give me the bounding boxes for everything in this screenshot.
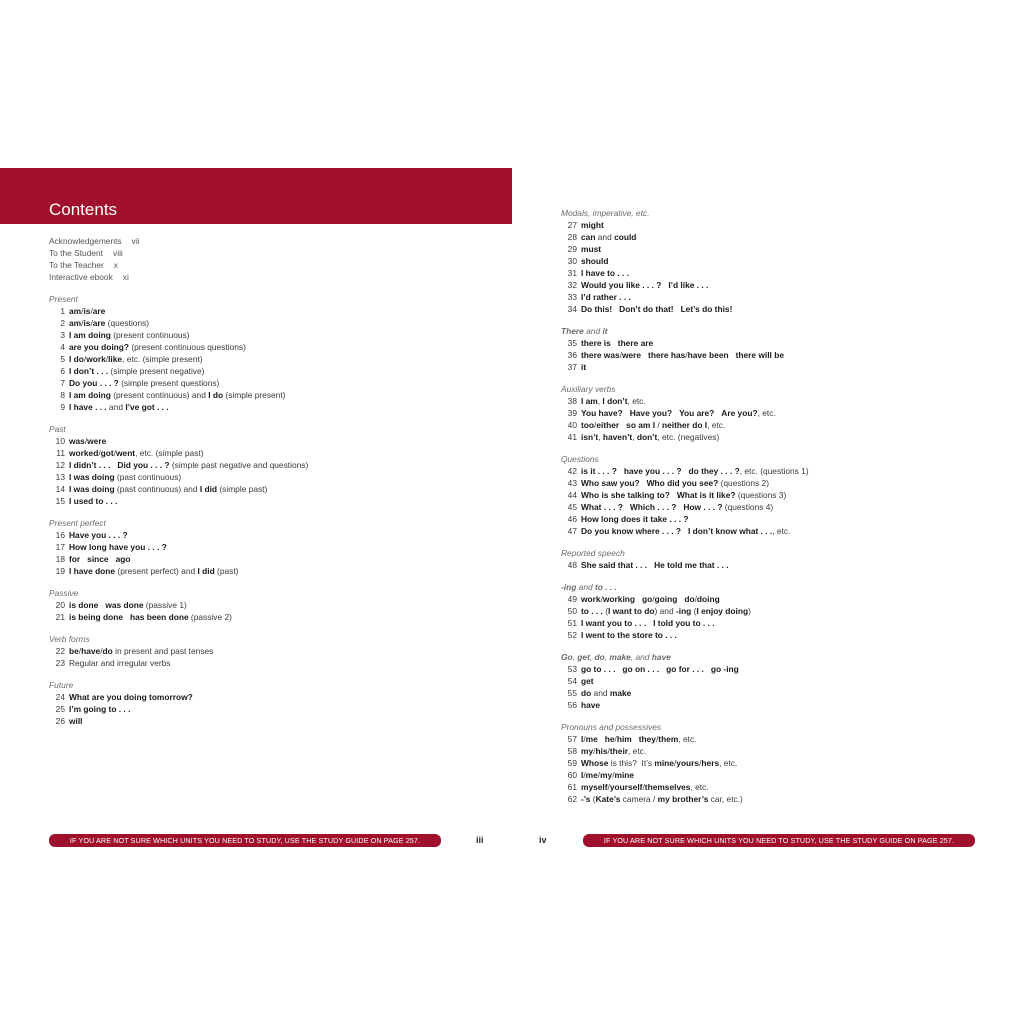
unit-title: my/his/their, etc. [581, 746, 647, 756]
unit-number: 33 [567, 292, 577, 302]
unit-row [49, 389, 469, 401]
section-title: Pronouns and possessives [561, 722, 662, 732]
unit-row [49, 483, 469, 495]
front-matter-item [49, 271, 469, 283]
unit-number: 28 [567, 232, 577, 242]
unit-number: 26 [55, 716, 65, 726]
unit-title: I have to . . . [581, 268, 629, 278]
unit-row [561, 745, 981, 757]
unit-number: 59 [567, 758, 577, 768]
unit-title: Who is she talking to? What is it like? (questions 3) [581, 490, 787, 500]
unit-row [561, 395, 981, 407]
unit-number: 45 [567, 502, 577, 512]
unit-title: I was doing (past continuous) [69, 472, 182, 482]
unit-number: 55 [567, 688, 577, 698]
unit-number: 2 [60, 318, 65, 328]
unit-row [561, 605, 981, 617]
section-title: Modals, imperative, etc. [561, 208, 650, 218]
unit-row [561, 477, 981, 489]
unit-row [561, 431, 981, 443]
unit-title: Would you like . . . ? I’d like . . . [581, 280, 709, 290]
unit-number: 49 [567, 594, 577, 604]
unit-title: I didn’t . . . Did you . . . ? (simple past negative and questions) [69, 460, 309, 470]
unit-title: I am, I don’t, etc. [581, 396, 646, 406]
unit-row [49, 471, 469, 483]
unit-title: She said that . . . He told me that . . . [581, 560, 729, 570]
unit-number: 57 [567, 734, 577, 744]
front-matter-label: Acknowledgements [49, 236, 122, 246]
unit-row [49, 317, 469, 329]
section-title: Passive [49, 588, 79, 598]
unit-row [561, 291, 981, 303]
front-matter-page: vii [131, 236, 140, 246]
unit-title: I am doing (present continuous) and I do (simple present) [69, 390, 286, 400]
unit-title: I used to . . . [69, 496, 118, 506]
unit-number: 22 [55, 646, 65, 656]
unit-row [49, 495, 469, 507]
unit-row [49, 691, 469, 703]
section-title: There and it [561, 326, 608, 336]
unit-row [49, 565, 469, 577]
unit-row [49, 459, 469, 471]
unit-title: be/have/do in present and past tenses [69, 646, 214, 656]
unit-title: is it . . . ? have you . . . ? do they . . . ?, etc. (questions 1) [581, 466, 809, 476]
unit-number: 47 [567, 526, 577, 536]
unit-title: I have done (present perfect) and I did (past) [69, 566, 239, 576]
unit-number: 53 [567, 664, 577, 674]
unit-row [561, 593, 981, 605]
unit-number: 35 [567, 338, 577, 348]
unit-row [49, 447, 469, 459]
unit-number: 12 [55, 460, 65, 470]
section-title: -ing and to . . . [561, 582, 617, 592]
unit-title: there is there are [581, 338, 654, 348]
unit-number: 37 [567, 362, 577, 372]
unit-row [561, 465, 981, 477]
unit-number: 48 [567, 560, 577, 570]
unit-row [561, 243, 981, 255]
unit-title: isn’t, haven’t, don’t, etc. (negatives) [581, 432, 720, 442]
unit-row [561, 733, 981, 745]
unit-title: I/me he/him they/them, etc. [581, 734, 697, 744]
unit-title: Do you . . . ? (simple present questions) [69, 378, 220, 388]
unit-number: 3 [60, 330, 65, 340]
unit-row [49, 553, 469, 565]
unit-number: 9 [60, 402, 65, 412]
unit-number: 5 [60, 354, 65, 364]
unit-number: 11 [56, 448, 65, 458]
unit-row [49, 341, 469, 353]
unit-title: I do/work/like, etc. (simple present) [69, 354, 203, 364]
unit-row [561, 407, 981, 419]
page-number-left: iii [476, 835, 484, 845]
unit-row [49, 377, 469, 389]
section-title: Questions [561, 454, 599, 464]
unit-row [561, 489, 981, 501]
front-matter-page: xi [122, 272, 129, 282]
unit-number: 19 [55, 566, 65, 576]
unit-title: am/is/are (questions) [69, 318, 150, 328]
section-title: Reported speech [561, 548, 625, 558]
page-title: Contents [49, 200, 118, 219]
unit-number: 34 [567, 304, 577, 314]
unit-number: 24 [55, 692, 65, 702]
unit-title: myself/yourself/themselves, etc. [581, 782, 709, 792]
unit-title: it [581, 362, 587, 372]
unit-title: are you doing? (present continuous questions) [69, 342, 246, 352]
unit-title: I was doing (past continuous) and I did (simple past) [69, 484, 268, 494]
unit-title: Regular and irregular verbs [69, 658, 171, 668]
unit-title: I don’t . . . (simple present negative) [69, 366, 205, 376]
unit-title: Do this! Don’t do that! Let’s do this! [581, 304, 733, 314]
unit-row [561, 349, 981, 361]
unit-title: can and could [581, 232, 637, 242]
unit-number: 21 [55, 612, 65, 622]
unit-title: I’d rather . . . [581, 292, 631, 302]
unit-title: Do you know where . . . ? I don’t know what . . ., etc. [581, 526, 791, 536]
unit-title: I/me/my/mine [581, 770, 635, 780]
unit-row [561, 663, 981, 675]
section-title: Present perfect [49, 518, 106, 528]
unit-title: do and make [581, 688, 632, 698]
page-number-right: iv [539, 835, 547, 845]
unit-title: I have . . . and I’ve got . . . [69, 402, 169, 412]
unit-number: 50 [567, 606, 577, 616]
unit-number: 20 [55, 600, 65, 610]
unit-row [561, 255, 981, 267]
unit-row [49, 715, 469, 727]
unit-number: 27 [567, 220, 577, 230]
unit-row [561, 501, 981, 513]
unit-title: -’s (Kate’s camera / my brother’s car, etc.) [581, 794, 743, 804]
left-sections [49, 293, 469, 727]
unit-title: work/working go/going do/doing [581, 594, 720, 604]
unit-number: 36 [567, 350, 577, 360]
section-title: Verb forms [49, 634, 90, 644]
unit-row [49, 611, 469, 623]
unit-number: 38 [567, 396, 577, 406]
unit-number: 39 [567, 408, 577, 418]
unit-number: 52 [567, 630, 577, 640]
unit-title: go to . . . go on . . . go for . . . go -ing [581, 664, 739, 674]
unit-title: Have you . . . ? [69, 530, 128, 540]
front-matter-label: Interactive ebook [49, 272, 113, 282]
unit-number: 40 [567, 420, 577, 430]
section-title: Future [49, 680, 74, 690]
unit-row [49, 529, 469, 541]
section-title: Present [49, 294, 78, 304]
unit-number: 46 [567, 514, 577, 524]
front-matter-item [49, 259, 469, 271]
unit-title: will [69, 716, 83, 726]
unit-number: 60 [567, 770, 577, 780]
unit-number: 58 [567, 746, 577, 756]
unit-row [49, 305, 469, 317]
unit-number: 43 [567, 478, 577, 488]
unit-row [561, 513, 981, 525]
unit-number: 14 [55, 484, 65, 494]
unit-number: 18 [55, 554, 65, 564]
front-matter-page: viii [113, 248, 123, 258]
unit-row [561, 361, 981, 373]
unit-number: 30 [567, 256, 577, 266]
unit-row [561, 617, 981, 629]
unit-row [49, 541, 469, 553]
unit-row [561, 769, 981, 781]
unit-title: I’m going to . . . [69, 704, 131, 714]
section-title: Go, get, do, make, and have [561, 652, 671, 662]
front-matter-label: To the Teacher [49, 260, 104, 270]
study-guide-note-left: IF YOU ARE NOT SURE WHICH UNITS YOU NEED TO STUDY, USE THE STUDY GUIDE ON PAGE 257. [49, 834, 441, 847]
unit-title: am/is/are [69, 306, 106, 316]
section-title: Auxiliary verbs [561, 384, 616, 394]
unit-row [49, 329, 469, 341]
unit-number: 8 [60, 390, 65, 400]
unit-number: 29 [567, 244, 577, 254]
front-matter-label: To the Student [49, 248, 104, 258]
unit-number: 7 [60, 378, 65, 388]
unit-row [561, 687, 981, 699]
unit-title: You have? Have you? You are? Are you?, etc. [581, 408, 776, 418]
unit-row [561, 303, 981, 315]
unit-row [561, 629, 981, 641]
unit-title: How long have you . . . ? [69, 542, 167, 552]
unit-title: What . . . ? Which . . . ? How . . . ? (questions 4) [581, 502, 774, 512]
section-title: Past [49, 424, 66, 434]
unit-row [49, 657, 469, 669]
unit-number: 61 [567, 782, 577, 792]
right-column [561, 207, 981, 805]
unit-number: 13 [55, 472, 65, 482]
unit-number: 23 [55, 658, 65, 668]
unit-row [49, 703, 469, 715]
unit-number: 6 [60, 366, 65, 376]
unit-number: 41 [567, 432, 577, 442]
unit-title: to . . . (I want to do) and -ing (I enjoy doing) [581, 606, 751, 616]
unit-row [561, 231, 981, 243]
front-matter-item [49, 247, 469, 259]
unit-title: must [581, 244, 602, 254]
unit-row [561, 699, 981, 711]
unit-number: 31 [567, 268, 577, 278]
unit-number: 25 [55, 704, 65, 714]
unit-title: Who saw you? Who did you see? (questions 2) [581, 478, 770, 488]
unit-title: I want you to . . . I told you to . . . [581, 618, 715, 628]
unit-title: was/were [69, 436, 107, 446]
front-matter-page: x [113, 260, 118, 270]
unit-row [49, 401, 469, 413]
unit-number: 56 [567, 700, 577, 710]
unit-row [49, 645, 469, 657]
unit-title: should [581, 256, 609, 266]
unit-title: is being done has been done (passive 2) [69, 612, 232, 622]
unit-number: 1 [60, 306, 65, 316]
unit-number: 4 [60, 342, 65, 352]
unit-title: there was/were there has/have been there will be [581, 350, 784, 360]
unit-title: get [581, 676, 594, 686]
unit-row [561, 675, 981, 687]
unit-title: How long does it take . . . ? [581, 514, 689, 524]
unit-row [561, 559, 981, 571]
unit-row [561, 267, 981, 279]
unit-number: 17 [55, 542, 65, 552]
unit-number: 42 [567, 466, 577, 476]
unit-title: I went to the store to . . . [581, 630, 677, 640]
unit-number: 44 [567, 490, 577, 500]
unit-title: What are you doing tomorrow? [69, 692, 193, 702]
unit-row [561, 781, 981, 793]
unit-number: 51 [567, 618, 577, 628]
unit-title: have [581, 700, 601, 710]
front-matter-item [49, 235, 469, 247]
unit-row [561, 337, 981, 349]
unit-number: 54 [567, 676, 577, 686]
unit-row [561, 793, 981, 805]
unit-row [561, 219, 981, 231]
front-matter-list [49, 235, 469, 283]
unit-row [49, 435, 469, 447]
right-sections [561, 207, 981, 805]
unit-title: I am doing (present continuous) [69, 330, 190, 340]
unit-number: 62 [567, 794, 577, 804]
unit-title: might [581, 220, 604, 230]
left-column [49, 235, 469, 727]
unit-row [561, 419, 981, 431]
unit-row [561, 279, 981, 291]
unit-title: for since ago [69, 554, 131, 564]
unit-row [49, 599, 469, 611]
unit-number: 15 [55, 496, 65, 506]
unit-title: Whose is this? It’s mine/yours/hers, etc. [581, 758, 738, 768]
study-guide-note-right: IF YOU ARE NOT SURE WHICH UNITS YOU NEED TO STUDY, USE THE STUDY GUIDE ON PAGE 257. [583, 834, 975, 847]
unit-row [49, 353, 469, 365]
unit-number: 32 [567, 280, 577, 290]
unit-row [561, 757, 981, 769]
unit-number: 16 [55, 530, 65, 540]
unit-number: 10 [55, 436, 65, 446]
unit-row [561, 525, 981, 537]
unit-title: worked/got/went, etc. (simple past) [69, 448, 204, 458]
unit-row [49, 365, 469, 377]
unit-title: too/either so am I / neither do I, etc. [581, 420, 726, 430]
unit-title: is done was done (passive 1) [69, 600, 187, 610]
